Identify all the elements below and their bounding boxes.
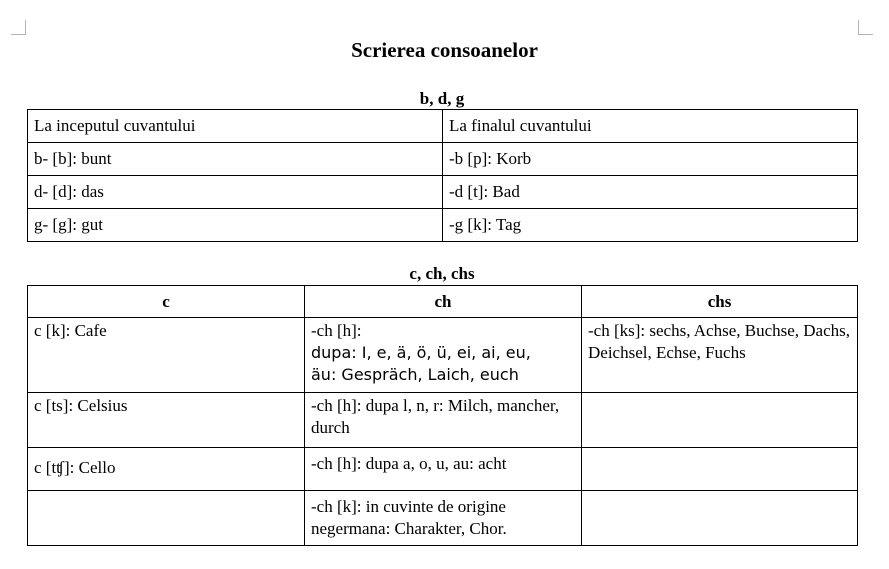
table-cell: c [tʧ]: Cello bbox=[28, 448, 305, 491]
table-cell: b- [b]: bunt bbox=[28, 143, 443, 176]
table-cell: La inceputul cuvantului bbox=[28, 110, 443, 143]
cell-text: dupa: I, e, ä, ö, ü, ei, ai, eu, bbox=[311, 343, 531, 362]
crop-mark-top-right bbox=[858, 20, 873, 35]
cell-text: äu: Gespräch, Laich, euch bbox=[311, 365, 519, 384]
table-bdg bbox=[27, 109, 858, 242]
cell-text: -ch [h]: bbox=[311, 321, 362, 340]
table-row bbox=[28, 318, 858, 393]
table-cell: -d [t]: Bad bbox=[443, 176, 858, 209]
column-header: ch bbox=[305, 286, 582, 318]
table-row bbox=[28, 448, 858, 491]
table-row bbox=[28, 209, 858, 242]
table-cell: -ch [h]: dupa a, o, u, au: acht bbox=[305, 448, 582, 491]
table-row bbox=[28, 491, 858, 546]
table-cell: c [ts]: Celsius bbox=[28, 393, 305, 448]
table-cell bbox=[582, 491, 858, 546]
table-cell bbox=[582, 393, 858, 448]
section-heading-c-ch-chs: c, ch, chs bbox=[409, 264, 475, 283]
table-cell: d- [d]: das bbox=[28, 176, 443, 209]
table-header-row bbox=[28, 286, 858, 318]
table-c-ch-chs bbox=[27, 285, 858, 546]
table-cell: -ch [ks]: sechs, Achse, Buchse, Dachs, Deichsel, Echse, Fuchs bbox=[582, 318, 858, 393]
table-row bbox=[28, 176, 858, 209]
table-cell: -ch [k]: in cuvinte de origine negermana: Charakter, Chor. bbox=[305, 491, 582, 546]
table-cell bbox=[305, 318, 582, 393]
table-cell: -g [k]: Tag bbox=[443, 209, 858, 242]
table-row bbox=[28, 143, 858, 176]
table-cell bbox=[28, 491, 305, 546]
column-header: c bbox=[28, 286, 305, 318]
table-cell: La finalul cuvantului bbox=[443, 110, 858, 143]
crop-mark-top-left bbox=[11, 20, 26, 35]
table-cell: -ch [h]: dupa l, n, r: Milch, mancher, durch bbox=[305, 393, 582, 448]
table-cell bbox=[582, 448, 858, 491]
page-title: Scrierea consoanelor bbox=[351, 38, 538, 62]
table-cell: g- [g]: gut bbox=[28, 209, 443, 242]
table-row bbox=[28, 110, 858, 143]
table-cell: c [k]: Cafe bbox=[28, 318, 305, 393]
table-row bbox=[28, 393, 858, 448]
section-heading-bdg: b, d, g bbox=[419, 89, 465, 108]
table-cell: -b [p]: Korb bbox=[443, 143, 858, 176]
column-header: chs bbox=[582, 286, 858, 318]
